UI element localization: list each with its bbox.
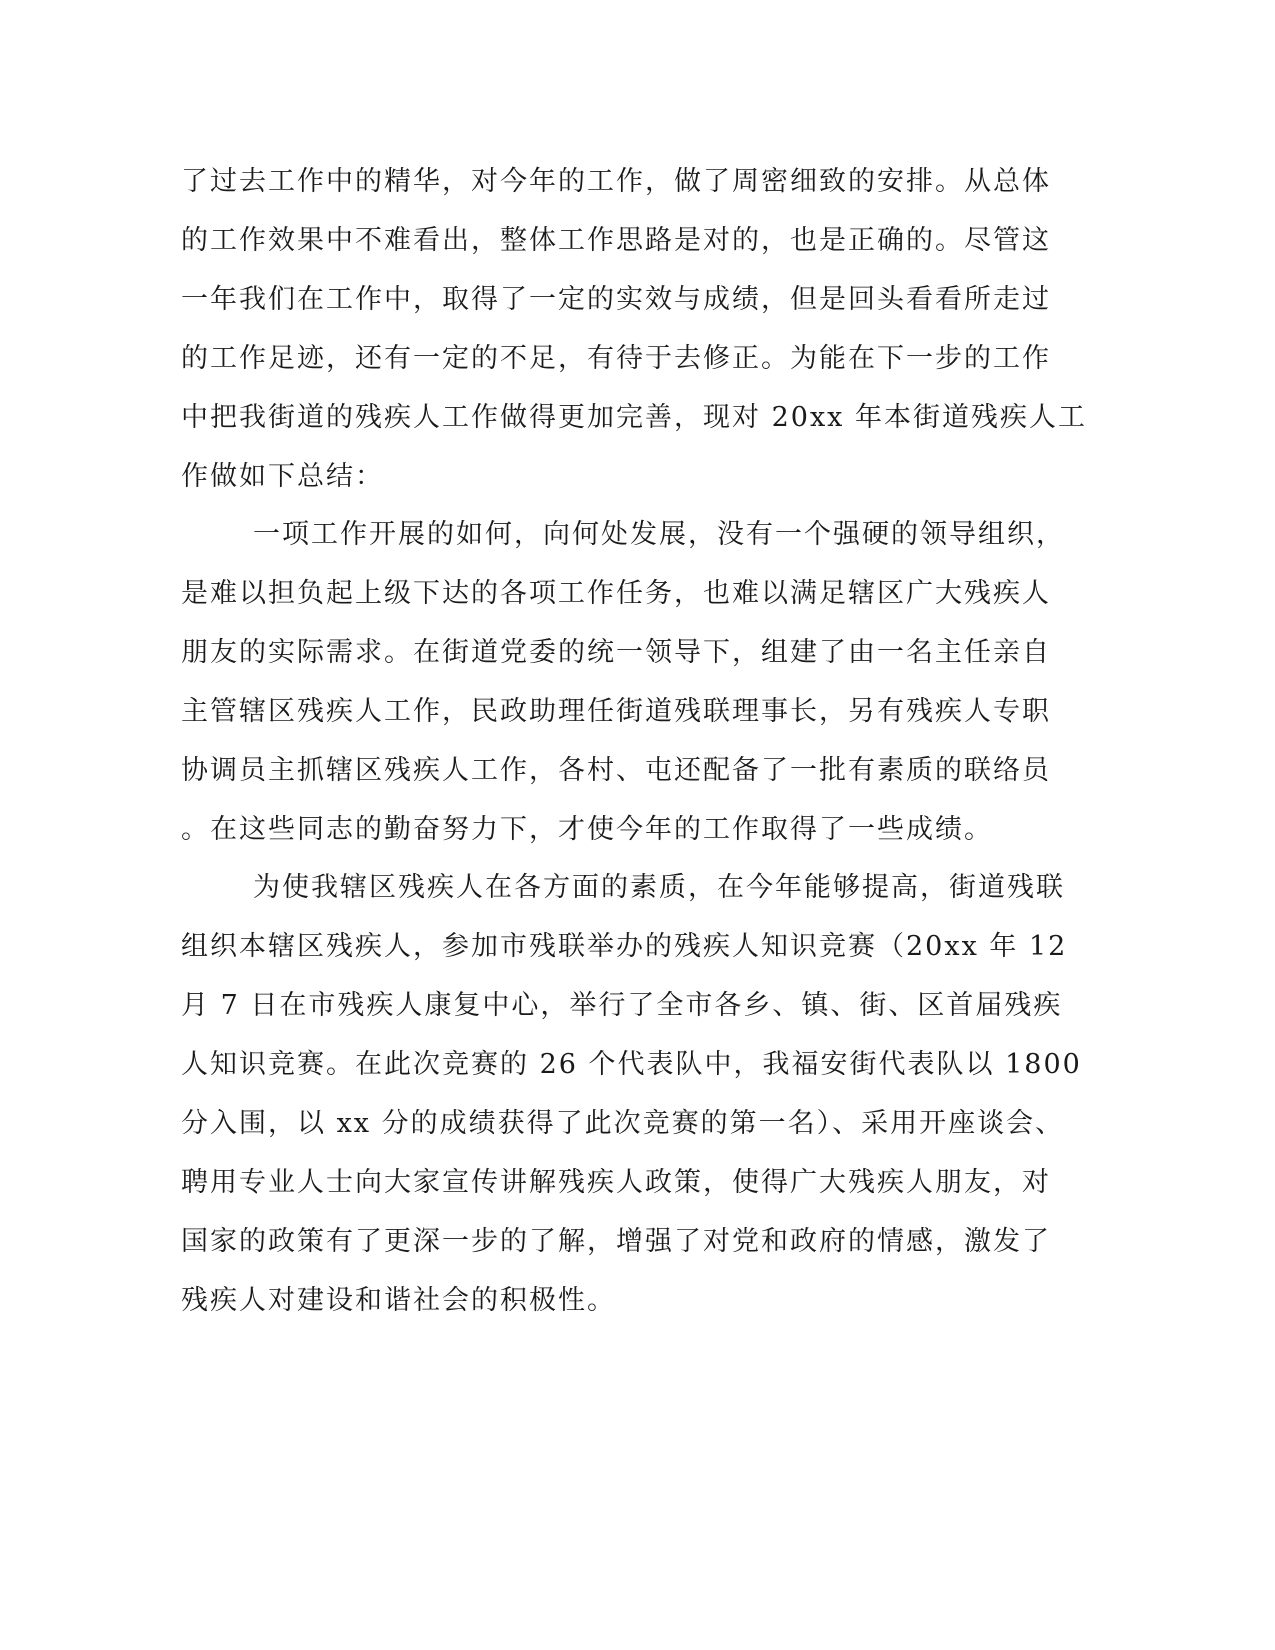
text-line: 分入围，以 xx 分的成绩获得了此次竞赛的第一名）、采用开座谈会、 <box>181 1108 1065 1139</box>
text-line: 聘用专业人士向大家宣传讲解残疾人政策，使得广大残疾人朋友，对 <box>181 1167 1051 1198</box>
text-line: 的工作效果中不难看出，整体工作思路是对的，也是正确的。尽管这 <box>181 225 1051 256</box>
paragraph-2 <box>181 505 1065 859</box>
text-line: 为使我辖区残疾人在各方面的素质，在今年能够提高，街道残联 <box>253 872 1065 903</box>
paragraph-3 <box>181 858 1082 1330</box>
text-line: 国家的政策有了更深一步的了解，增强了对党和政府的情感，激发了 <box>181 1226 1051 1257</box>
text-line: 了过去工作中的精华，对今年的工作，做了周密细致的安排。从总体 <box>181 166 1051 197</box>
text-line: 作做如下总结： <box>181 461 384 492</box>
text-line: 协调员主抓辖区残疾人工作，各村、屯还配备了一批有素质的联络员 <box>181 755 1051 786</box>
text-line: 人知识竞赛。在此次竞赛的 26 个代表队中，我福安街代表队以 1800 <box>181 1049 1082 1080</box>
text-line: 一项工作开展的如何，向何处发展，没有一个强硬的领导组织， <box>253 519 1065 550</box>
paragraph-1 <box>181 152 1087 506</box>
text-line: 是难以担负起上级下达的各项工作任务，也难以满足辖区广大残疾人 <box>181 578 1051 609</box>
text-line: 朋友的实际需求。在街道党委的统一领导下，组建了由一名主任亲自 <box>181 637 1051 668</box>
text-line: 的工作足迹，还有一定的不足，有待于去修正。为能在下一步的工作 <box>181 343 1051 374</box>
text-line: 一年我们在工作中，取得了一定的实效与成绩，但是回头看看所走过 <box>181 284 1051 315</box>
text-line: 月 7 日在市残疾人康复中心，举行了全市各乡、镇、街、区首届残疾 <box>181 990 1063 1021</box>
text-line: 主管辖区残疾人工作，民政助理任街道残联理事长，另有残疾人专职 <box>181 696 1051 727</box>
text-line: 组织本辖区残疾人，参加市残联举办的残疾人知识竞赛（20xx 年 12 <box>181 931 1068 962</box>
text-line: 残疾人对建设和谐社会的积极性。 <box>181 1285 616 1316</box>
text-line: 中把我街道的残疾人工作做得更加完善，现对 20xx 年本街道残疾人工 <box>181 402 1087 433</box>
text-line: 。在这些同志的勤奋努力下，才使今年的工作取得了一些成绩。 <box>181 814 993 845</box>
